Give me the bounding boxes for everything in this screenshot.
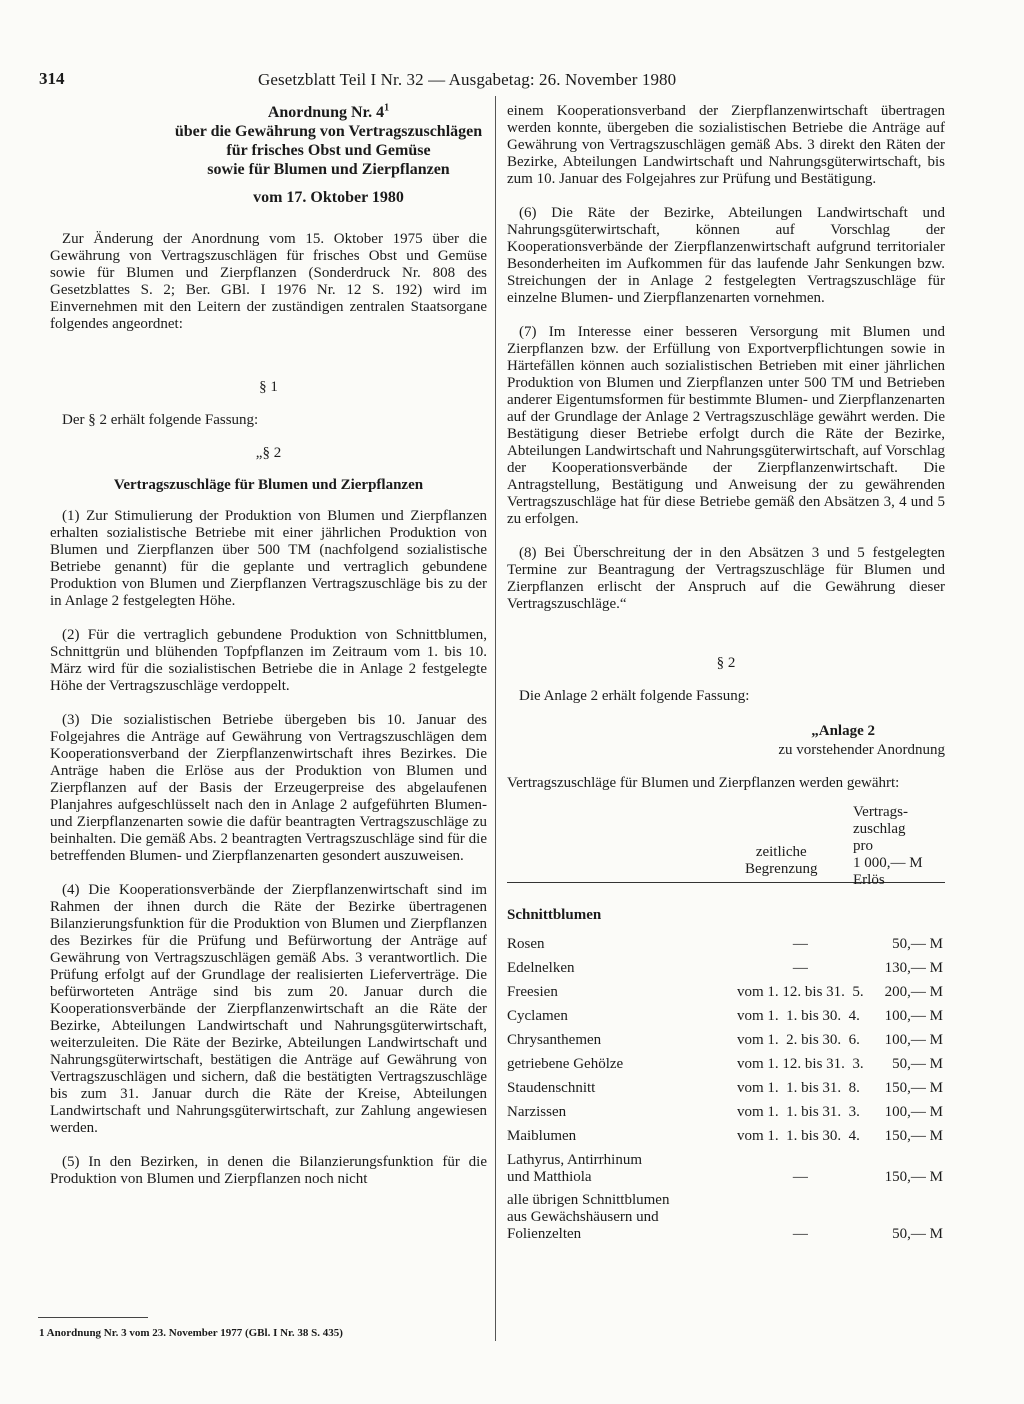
intro-paragraph: Zur Änderung der Anordnung vom 15. Oktober 1975 über die Gewährung von Vertragszuschlägen für frisches Obst und Gemüse sowie für Blumen und Zierpflanzen (Sonderdruck Nr. 808 des Gesetzblattes S. 2; Ber. GBl. I 1976 Nr. 12 S. 192) wird im Einvernehmen mit den Leitern der zuständigen zentralen Staatsorgane folgendes angeordnet:	[50, 231, 487, 332]
title-line: Anordnung Nr. 4	[267, 104, 385, 121]
header-zeitliche-begrenzung: zeitliche Begrenzung	[745, 844, 818, 877]
paragraph-7: (7) Im Interesse einer besseren Versorgung mit Blumen und Zierpflanzen bzw. der Erfüllung von Exportverpflichtungen sowie in Härtefällen können auch sozialistischen Betrieben mit einer jährlichen Produktion von Blumen und Zierpflanzen unter 500 TM und Betrieben anderer Eigentumsformen für bestimmte Blumen- und Zierpflanzenarten auf der Grundlage der Anlage 2 Vertragszuschläge gewährt werden. Die Bestätigung dieser Betriebe erfolgt durch die Räte der Bezirke, Abteilungen Landwirtschaft und Nahrungsgüterwirtschaft, auf Vorschlag der Kooperationsverbände der Zierpflanzenwirtschaft. Die Antragstellung, Bestätigung und Anweisung der zu gewährenden Vertragszuschläge hat für diese Betriebe gemäß den Absätzen 3, 4 und 5 zu erfolgen.	[507, 324, 945, 527]
table-row: Rosen — 50,— M	[507, 935, 943, 952]
title-line: über die Gewährung von Vertragszuschlägen	[174, 123, 483, 140]
paragraph-6: (6) Die Räte der Bezirke, Abteilungen Landwirtschaft und Nahrungsgüterwirtschaft, können auf Vorschlag der Kooperationsverbände der Zierpflanzenwirtschaft aufgrund territorialer Besonderheiten im Aufkommen für das laufende Jahr Senkungen bzw. Streichungen der in Anlage 2 festgelegten Vertragszuschläge für einzelne Blumen- und Zierpflanzenarten vornehmen.	[507, 205, 945, 306]
table-row: Narzissen vom 1. 1. bis 31. 3. 100,— M	[507, 1103, 943, 1120]
document-date: vom 17. Oktober 1980	[253, 189, 404, 206]
paragraph-5-continued: einem Kooperationsverband der Zierpflanzenwirtschaft übertragen werden konnte, übergeben die sozialistischen Betriebe die Anträge auf Gewährung von Vertragszuschlägen gemäß Abs. 3 direkt den Räten der Bezirke, Abteilungen Landwirtschaft und Nahrungsgüterwirtschaft, bis zum 10. Januar des Folgejahres zur Prüfung und Bestätigung.	[507, 103, 945, 187]
annex-table	[507, 932, 945, 1243]
table-header	[507, 804, 945, 888]
title-line: für frisches Obst und Gemüse	[226, 142, 431, 159]
paragraph-5: (5) In den Bezirken, in denen die Bilanzierungsfunktion für die Produktion von Blumen und Zierpflanzen noch nicht	[50, 1154, 487, 1187]
footnote: 1 Anordnung Nr. 3 vom 23. November 1977 (GBl. I Nr. 38 S. 435)	[39, 1327, 343, 1339]
annex-intro: Vertragszuschläge für Blumen und Zierpflanzen werden gewährt:	[507, 775, 900, 791]
paragraph-1: (1) Zur Stimulierung der Produktion von Blumen und Zierpflanzen erhalten sozialistische Betriebe mit einer jährlichen Produktion von Blumen und Zierpflanzen über 500 TM (nachfolgend sozialistische Betriebe genannt) für die geplante und vertraglich gebundene Produktion von Blumen und Zierpflanzen Vertragszuschläge bis zu der in Anlage 2 festgelegten Höhe.	[50, 508, 487, 609]
table-row: Chrysanthemen vom 1. 2. bis 30. 6. 100,— M	[507, 1031, 943, 1048]
section-text: Die Anlage 2 erhält folgende Fassung:	[519, 688, 750, 704]
section-heading: § 2	[716, 655, 736, 671]
paragraph-2: (2) Für die vertraglich gebundene Produktion von Schnittblumen, Schnittgrün und blühenden Topfpflanzen im Zeitraum vom 1. bis 10. März wird für die sozialistischen Betriebe die in Anlage 2 festgelegte Höhe der Vertragszuschläge verdoppelt.	[50, 627, 487, 694]
paragraph-4: (4) Die Kooperationsverbände der Zierpflanzenwirtschaft sind im Rahmen der ihnen durch die Räte der Bezirke übertragenen Bilanzierungsfunktion für die Produktion von Blumen und Zierpflanzen des Bezirkes für die Prüfung und Befürwortung der Anträge auf Gewährung von Vertragszuschlägen gemäß Abs. 3 verantwortlich. Die Prüfung erfolgt auf der Grundlage der realisierten Lieferverträge. Die befürworteten Anträge sind bis zum 20. Januar durch die Kooperationsverbände der Zierpflanzenwirtschaft an die Räte der Bezirke, Abteilungen Landwirtschaft und Nahrungsgüterwirtschaft, weiterzuleiten. Die Räte der Bezirke, Abteilungen Landwirtschaft und Nahrungsgüterwirtschaft, bestätigen die Anträge auf Gewährung von Vertragszuschlägen und sichern, daß die bestätigten Vertragszuschläge bis zum 31. Januar durch die Räte der Kreise, Abteilungen Landwirtschaft und Nahrungsgüterwirtschaft, zur Zahlung angewiesen werden.	[50, 882, 487, 1136]
table-row: alle übrigen Schnittblumen aus Gewächshäusern und Folienzelten — 50,— M	[507, 1192, 943, 1242]
annex-title: „Anlage 2	[811, 723, 875, 739]
title-line: sowie für Blumen und Zierpflanzen	[207, 161, 450, 178]
quoted-section-heading: „§ 2	[255, 445, 282, 461]
table-row: Staudenschnitt vom 1. 1. bis 31. 8. 150,— M	[507, 1079, 943, 1096]
table-row: getriebene Gehölze vom 1. 12. bis 31. 3. 50,— M	[507, 1055, 943, 1072]
footnote-marker: 1	[384, 102, 390, 114]
document-title	[170, 103, 487, 179]
left-column	[50, 103, 487, 1188]
annex-subtitle: zu vorstehender Anordnung	[778, 742, 945, 758]
column-divider	[495, 96, 496, 1341]
table-row: Edelnelken — 130,— M	[507, 959, 943, 976]
paragraph-3: (3) Die sozialistischen Betriebe übergeben bis 10. Januar des Folgejahres die Anträge auf Gewährung von Vertragszuschlägen dem Kooperationsverband der Zierpflanzenwirtschaft ihres Bezirkes. Die Anträge haben die Erlöse aus der Produktion von Blumen und Zierpflanzen auf der Basis der Erzeugerpreise des abgelaufenen Planjahres aufgeschlüsselt nach den in Anlage 2 aufgeführten Blumen- und Zierpflanzenarten sowie die dafür beantragten Vertragszuschläge zu beinhalten. Die gemäß Abs. 2 beantragten Vertragszuschläge sind für die betreffenden Blumen- und Zierpflanzenarten gesondert auszuweisen.	[50, 712, 487, 864]
section-text: Der § 2 erhält folgende Fassung:	[62, 412, 259, 428]
right-column	[507, 103, 945, 1243]
table-row: Cyclamen vom 1. 1. bis 30. 4. 100,— M	[507, 1007, 943, 1024]
table-row: Freesien vom 1. 12. bis 31. 5. 200,— M	[507, 983, 943, 1000]
header-vertragszuschlag: Vertrags- zuschlag pro 1 000,— M Erlös	[853, 804, 923, 888]
running-head: Gesetzblatt Teil I Nr. 32 — Ausgabetag: 26. November 1980	[258, 70, 677, 89]
table-group-heading: Schnittblumen	[507, 907, 602, 923]
footnote-rule	[38, 1317, 148, 1318]
table-row: Lathyrus, Antirrhinum und Matthiola — 150,— M	[507, 1152, 943, 1185]
paragraph-8: (8) Bei Überschreitung der in den Absätzen 3 und 5 festgelegten Termine zur Beantragung der Vertragszuschläge für Blumen und Zierpflanzen erlischt der Anspruch auf die Gewährung dieser Vertragszuschläge.“	[507, 545, 945, 612]
subheading: Vertragszuschläge für Blumen und Zierpflanzen	[113, 477, 424, 493]
section-heading: § 1	[259, 379, 278, 395]
page-number: 314	[39, 69, 65, 88]
table-row: Maiblumen vom 1. 1. bis 30. 4. 150,— M	[507, 1127, 943, 1144]
